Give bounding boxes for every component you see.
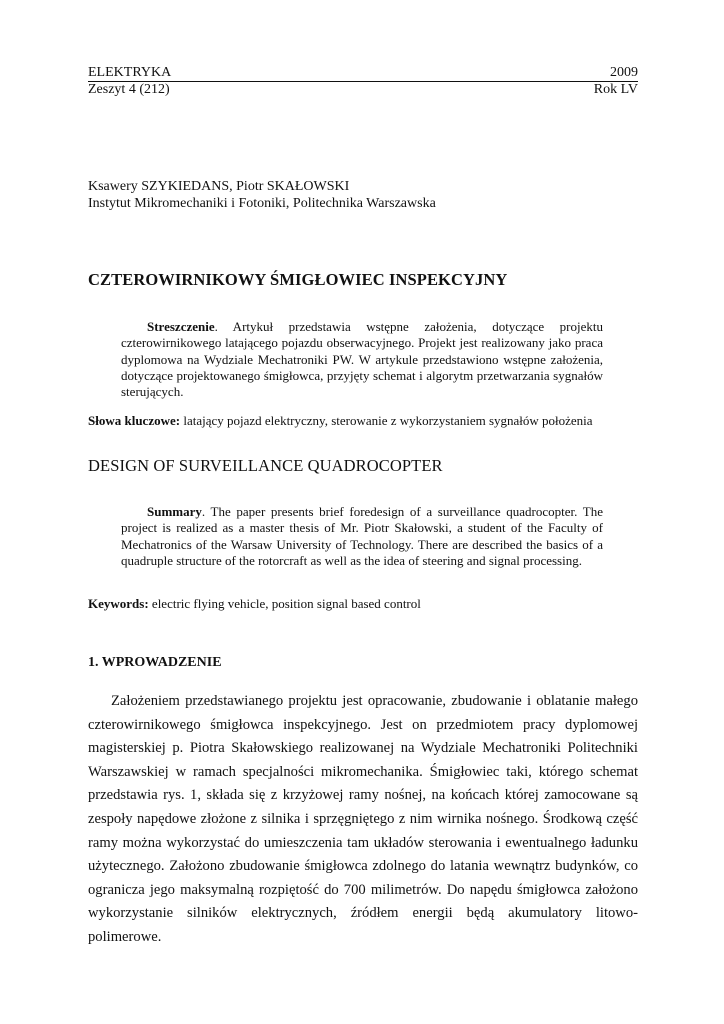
keywords-english [88, 596, 648, 612]
abstract-polish [121, 319, 603, 400]
paper-title-english: DESIGN OF SURVEILLANCE QUADROCOPTER [88, 456, 443, 475]
keywords-english-text: electric flying vehicle, position signal based control [148, 596, 421, 611]
running-header-top [88, 65, 638, 82]
keywords-polish-label: Słowa kluczowe: [88, 413, 181, 428]
introduction-paragraph: Założeniem przedstawianego projektu jest opracowanie, zbudowanie i oblatanie małego czterowirnikowego śmigłowca inspekcyjnego. Jest on przedmiotem pracy dyplomowej magisterskiej p. Piotra Skałowskiego realizowanej na Wydziale Mechatroniki Politechniki Warszawskiej w ramach specjalności mikromechanika. Śmigłowiec taki, którego schemat przedstawia rys. 1, składa się z krzyżowej ramy nośnej, na końcach której zamocowane są zespoły napędowe złożone z silnika i sprzęgniętego z nim wirnika nośnego. Środkową część ramy można wykorzystać do umieszczenia tam układów sterowania i ewentualnego ładunku użytecznego. Założono zbudowanie śmigłowca zdolnego do latania wewnątrz budynków, co ogranicza jego maksymalną rozpiętość do 700 milimetrów. Do napędu śmigłowca założono wykorzystanie silników elektrycznych, źródłem energii będą akumulatory litowo-polimerowe. [88, 693, 638, 945]
author-names: Ksawery SZYKIEDANS, Piotr SKAŁOWSKI [88, 179, 350, 194]
running-header-bottom [88, 82, 638, 98]
abstract-polish-text: . Artykuł przedstawia wstępne założenia, dotyczące projektu czterowirnikowego latającego pojazdu obserwacyjnego. Projekt jest realizowany jako praca dyplomowa na Wydziale Mechatroniki PW. W artykule przedstawiono wstępne założenia, dotyczące projektowanego śmigłowca, przyjęty schemat i algorytm przetwarzania sygnałów sterujących. [121, 319, 603, 400]
abstract-english-label: Summary [147, 504, 202, 519]
issue-number: Zeszyt 4 (212) [88, 82, 170, 97]
keywords-polish-text: latający pojazd elektryczny, sterowanie z wykorzystaniem sygnałów położenia [180, 413, 593, 428]
abstract-english-text: . The paper presents brief foredesign of a surveillance quadrocopter. The project is realized as a master thesis of Mr. Piotr Skałowski, a student of the Faculty of Mechatronics of the Warsaw University of Technology. There are described the basics of a quadruple structure of the rotorcraft as well as the idea of steering and signal processing. [121, 504, 603, 568]
keywords-english-label: Keywords: [88, 596, 149, 611]
section-heading-introduction: 1. WPROWADZENIE [88, 655, 222, 670]
abstract-english [121, 504, 603, 569]
publication-year: 2009 [610, 65, 638, 80]
paper-title-polish: CZTEROWIRNIKOWY ŚMIGŁOWIEC INSPEKCYJNY [88, 270, 508, 289]
author-block [88, 178, 436, 212]
author-affiliation: Instytut Mikromechaniki i Fotoniki, Politechnika Warszawska [88, 196, 436, 211]
volume-number: Rok LV [593, 82, 638, 97]
keywords-polish [88, 413, 648, 429]
journal-name: ELEKTRYKA [88, 65, 172, 80]
abstract-polish-label: Streszczenie [147, 319, 215, 334]
